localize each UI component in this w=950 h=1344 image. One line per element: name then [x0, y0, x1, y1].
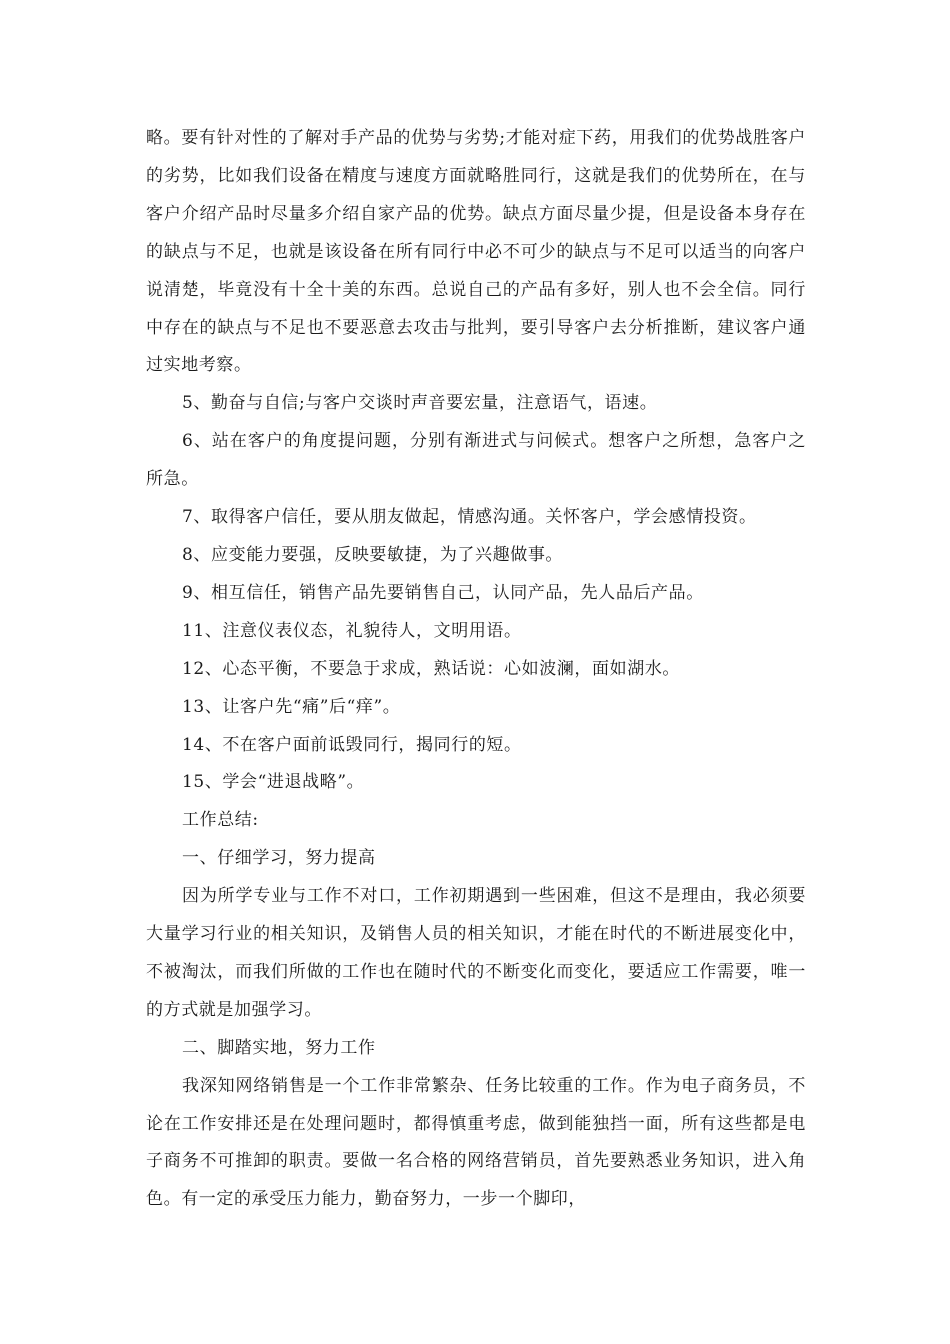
paragraph: 因为所学专业与工作不对口，工作初期遇到一些困难，但这不是理由，我必须要大量学习行业的相关知识，及销售人员的相关知识，才能在时代的不断进展变化中，不被淘汰，而我们所做的工作也在随时代的不断变化而变化，要适应工作需要，唯一的方式就是加强学习。 [146, 886, 806, 1020]
paragraph: 9、相互信任，销售产品先要销售自己，认同产品，先人品后产品。 [182, 582, 704, 603]
document-page [146, 120, 806, 1219]
section-label: 工作总结: [182, 810, 259, 831]
paragraph: 15、学会“进退战略”。 [182, 772, 365, 793]
paragraph: 7、取得客户信任，要从朋友做起，情感沟通。关怀客户，学会感情投资。 [182, 507, 757, 528]
paragraph: 8、应变能力要强，反映要敏捷，为了兴趣做事。 [182, 544, 564, 565]
section-heading: 一、仔细学习，努力提高 [182, 848, 376, 869]
paragraph: 12、心态平衡，不要急于求成，熟话说：心如波澜，面如湖水。 [182, 658, 681, 679]
paragraph: 我深知网络销售是一个工作非常繁杂、任务比较重的工作。作为电子商务员，不论在工作安排还是在处理问题时，都得慎重考虑，做到能独挡一面，所有这些都是电子商务不可推卸的职责。要做一名合格的网络营销员，首先要熟悉业务知识，进入角色。有一定的承受压力能力，勤奋努力，一步一个脚印， [146, 1075, 806, 1210]
paragraph: 6、站在客户的角度提问题，分别有渐进式与问候式。想客户之所想，急客户之所急。 [146, 431, 806, 490]
paragraph: 5、勤奋与自信;与客户交谈时声音要宏量，注意语气，语速。 [182, 393, 658, 414]
paragraph: 11、注意仪表仪态，礼貌待人，文明用语。 [182, 620, 522, 641]
section-heading: 二、脚踏实地，努力工作 [182, 1037, 376, 1058]
paragraph: 14、不在客户面前诋毁同行，揭同行的短。 [182, 734, 522, 755]
paragraph: 13、让客户先“痛”后“痒”。 [182, 696, 401, 717]
paragraph: 略。要有针对性的了解对手产品的优势与劣势;才能对症下药，用我们的优势战胜客户的劣势，比如我们设备在精度与速度方面就略胜同行，这就是我们的优势所在，在与客户介绍产品时尽量多介绍自家产品的优势。缺点方面尽量少提，但是设备本身存在的缺点与不足，也就是该设备在所有同行中必不可少的缺点与不足可以适当的向客户说清楚，毕竟没有十全十美的东西。总说自己的产品有多好，别人也不会全信。同行中存在的缺点与不足也不要恶意去攻击与批判，要引导客户去分析推断，建议客户通过实地考察。 [146, 128, 806, 376]
